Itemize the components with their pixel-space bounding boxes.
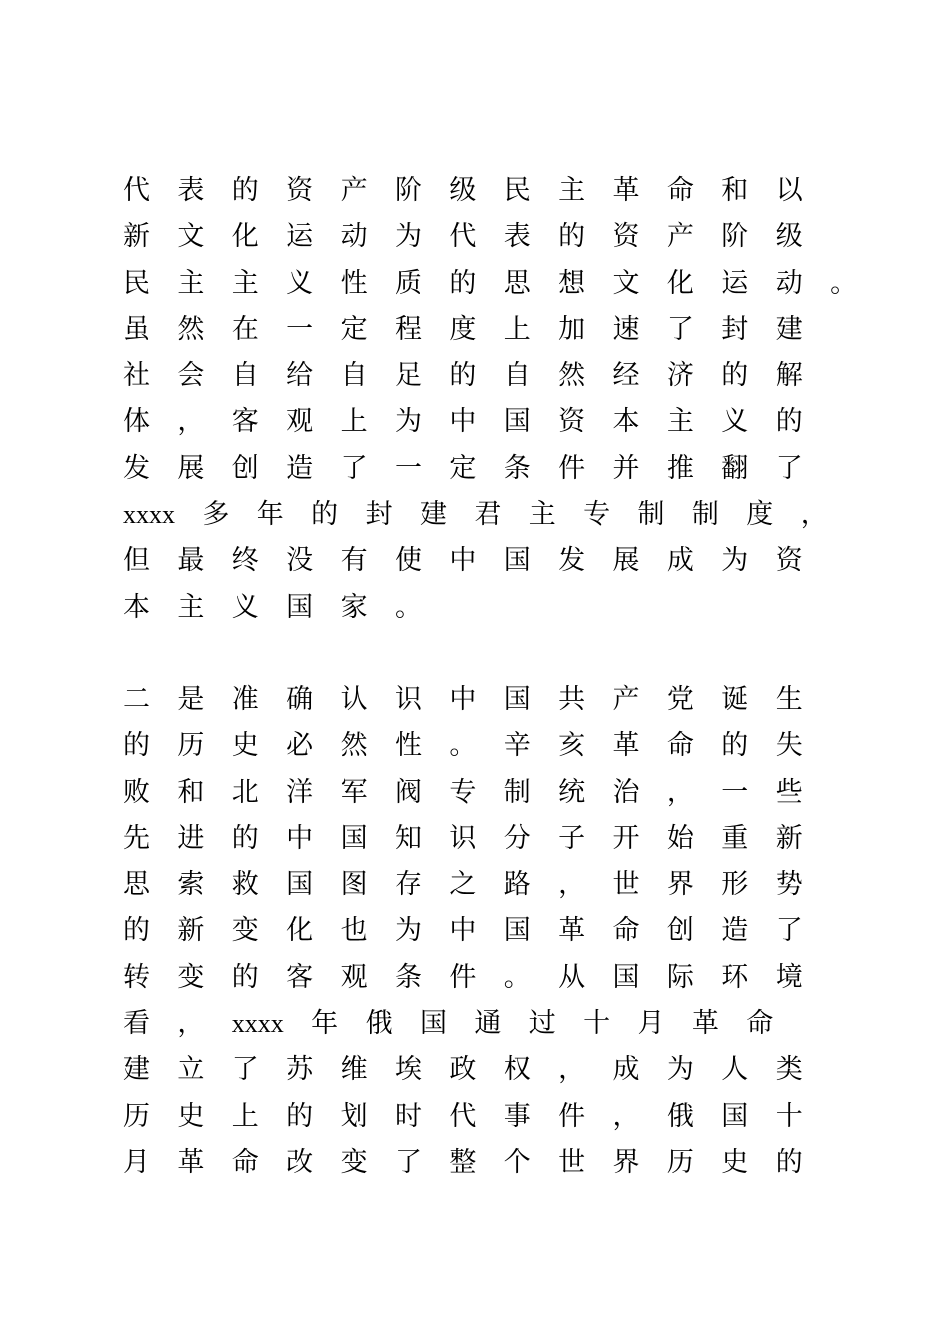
character: 史 — [721, 1146, 749, 1178]
character: 划 — [340, 1100, 368, 1132]
character: 新 — [775, 822, 803, 854]
character: 民 — [503, 175, 531, 206]
character: 没 — [286, 545, 314, 577]
character: 动 — [340, 221, 368, 253]
character: 命 — [612, 915, 640, 947]
character: 上 — [503, 313, 531, 345]
character: 件 — [449, 961, 477, 993]
character: 环 — [721, 961, 749, 993]
character: ， — [177, 406, 205, 438]
character: 思 — [123, 869, 150, 901]
character: 级 — [449, 175, 477, 206]
character: 。 — [830, 267, 858, 299]
character: 维 — [340, 1054, 368, 1086]
character: 时 — [394, 1100, 422, 1132]
character: 先 — [123, 822, 150, 854]
character: 中 — [449, 684, 477, 715]
text-line — [123, 538, 843, 584]
character: 国 — [503, 915, 531, 947]
character: 也 — [340, 915, 368, 947]
character: 产 — [612, 684, 640, 715]
character: 件 — [558, 452, 586, 484]
paragraph-1 — [123, 168, 858, 631]
character: 世 — [612, 869, 640, 901]
character: 为 — [394, 915, 422, 947]
character: 和 — [177, 776, 205, 808]
character: 新 — [177, 915, 205, 947]
latin-token: xxxx — [123, 500, 175, 530]
character: 年 — [311, 1008, 339, 1040]
character: 共 — [558, 684, 586, 715]
character: 足 — [394, 360, 422, 392]
character: 为 — [721, 545, 749, 577]
character: 国 — [503, 545, 531, 577]
character: 义 — [231, 591, 259, 623]
character: 统 — [558, 776, 586, 808]
character: 史 — [177, 1100, 205, 1132]
character: 性 — [340, 267, 368, 299]
character: 代 — [449, 221, 477, 253]
character: 的 — [558, 221, 586, 253]
character: 个 — [503, 1146, 531, 1178]
character: 国 — [340, 822, 368, 854]
character: 主 — [177, 591, 205, 623]
character: 动 — [775, 267, 803, 299]
character: 造 — [286, 452, 314, 484]
character: 上 — [340, 406, 368, 438]
character: 新 — [123, 221, 150, 253]
character: 专 — [583, 499, 611, 531]
character: 类 — [775, 1054, 803, 1086]
character: 史 — [231, 730, 259, 762]
text-line — [123, 677, 843, 723]
character: 主 — [666, 406, 694, 438]
character: 整 — [449, 1146, 477, 1178]
character: 多 — [202, 499, 230, 531]
character: 形 — [721, 869, 749, 901]
character: 一 — [394, 452, 422, 484]
text-line — [123, 353, 843, 399]
character: 体 — [123, 406, 150, 438]
character: 中 — [449, 406, 477, 438]
character: 进 — [177, 822, 205, 854]
character: 资 — [558, 406, 586, 438]
character: 程 — [394, 313, 422, 345]
character: 势 — [775, 869, 803, 901]
character: 建 — [123, 1054, 150, 1086]
character: 了 — [666, 313, 694, 345]
character: 知 — [394, 822, 422, 854]
character: 制 — [637, 499, 665, 531]
character: 封 — [721, 313, 749, 345]
character: 埃 — [394, 1054, 422, 1086]
character: 政 — [449, 1054, 477, 1086]
character: 国 — [721, 1100, 749, 1132]
character: 终 — [231, 545, 259, 577]
character: 经 — [612, 360, 640, 392]
character: 然 — [558, 360, 586, 392]
character: 始 — [666, 822, 694, 854]
character: 义 — [721, 406, 749, 438]
character: 索 — [177, 869, 205, 901]
character: 立 — [177, 1054, 205, 1086]
character: 识 — [394, 684, 422, 715]
character: 看 — [123, 1008, 150, 1040]
character: 虽 — [123, 313, 150, 345]
character: 推 — [666, 452, 694, 484]
character: 有 — [340, 545, 368, 577]
character: 的 — [775, 406, 803, 438]
character: 界 — [666, 869, 694, 901]
character: 的 — [775, 1146, 803, 1178]
text-line — [123, 1094, 843, 1140]
character: 最 — [177, 545, 205, 577]
character: 为 — [394, 406, 422, 438]
character: 的 — [449, 267, 477, 299]
character: 事 — [503, 1100, 531, 1132]
character: 文 — [612, 267, 640, 299]
character: 义 — [286, 267, 314, 299]
character: 使 — [394, 545, 422, 577]
character: 通 — [474, 1008, 502, 1040]
character: 国 — [612, 961, 640, 993]
character: ， — [558, 1054, 586, 1086]
character: 失 — [775, 730, 803, 762]
text-line — [123, 492, 843, 538]
character: 诞 — [721, 684, 749, 715]
text-line — [123, 261, 858, 307]
character: 件 — [558, 1100, 586, 1132]
character: 月 — [123, 1146, 150, 1178]
character: 阶 — [394, 175, 422, 206]
character: 图 — [340, 869, 368, 901]
character: 解 — [775, 360, 803, 392]
character: 在 — [231, 313, 259, 345]
character: 子 — [558, 822, 586, 854]
character: 军 — [340, 776, 368, 808]
latin-token: xxxx — [231, 1009, 284, 1039]
character: 为 — [394, 221, 422, 253]
character: 俄 — [666, 1100, 694, 1132]
character: 。 — [503, 961, 531, 993]
character: 必 — [286, 730, 314, 762]
character: 速 — [612, 313, 640, 345]
character: 本 — [612, 406, 640, 438]
character: 的 — [123, 915, 150, 947]
character: 。 — [394, 591, 422, 623]
character: 质 — [394, 267, 422, 299]
character: 国 — [286, 591, 314, 623]
character: 的 — [231, 822, 259, 854]
character: 国 — [419, 1008, 447, 1040]
character: 家 — [340, 591, 368, 623]
character: 世 — [558, 1146, 586, 1178]
character: 分 — [503, 822, 531, 854]
character: 些 — [775, 776, 803, 808]
character: 辛 — [503, 730, 531, 762]
character: 观 — [286, 406, 314, 438]
character: 二 — [123, 684, 150, 715]
character: 准 — [231, 684, 259, 715]
text-line — [123, 723, 843, 769]
character: 十 — [583, 1008, 611, 1040]
character: 发 — [558, 545, 586, 577]
character: 展 — [612, 545, 640, 577]
character: 过 — [528, 1008, 556, 1040]
character: 资 — [775, 545, 803, 577]
character: 年 — [256, 499, 284, 531]
character: 定 — [449, 452, 477, 484]
character: 的 — [721, 730, 749, 762]
text-line — [123, 399, 843, 445]
character: 资 — [612, 221, 640, 253]
character: 苏 — [286, 1054, 314, 1086]
character: 给 — [286, 360, 314, 392]
character: 自 — [503, 360, 531, 392]
character: 从 — [558, 961, 586, 993]
character: 改 — [286, 1146, 314, 1178]
character: 本 — [123, 591, 150, 623]
character: 成 — [612, 1054, 640, 1086]
character: 然 — [340, 730, 368, 762]
character: 历 — [666, 1146, 694, 1178]
character: 之 — [449, 869, 477, 901]
character: 制 — [691, 499, 719, 531]
character: 建 — [419, 499, 447, 531]
character: 阶 — [721, 221, 749, 253]
character: 化 — [666, 267, 694, 299]
character: 了 — [775, 452, 803, 484]
character: 化 — [231, 221, 259, 253]
character: 民 — [123, 267, 150, 299]
character: 化 — [286, 915, 314, 947]
character: 代 — [449, 1100, 477, 1132]
character: 革 — [612, 175, 640, 206]
text-line — [123, 770, 843, 816]
character: 性 — [394, 730, 422, 762]
character: 国 — [503, 406, 531, 438]
character: 国 — [503, 684, 531, 715]
character: 自 — [340, 360, 368, 392]
character: 君 — [474, 499, 502, 531]
text-line — [123, 585, 843, 631]
character: ， — [177, 1008, 205, 1040]
character: 表 — [177, 175, 205, 206]
character: 开 — [612, 822, 640, 854]
character: 并 — [612, 452, 640, 484]
paragraph-2 — [123, 677, 843, 1186]
character: 文 — [177, 221, 205, 253]
character: 客 — [286, 961, 314, 993]
character: 路 — [503, 869, 531, 901]
character: 的 — [311, 499, 339, 531]
character: 界 — [612, 1146, 640, 1178]
text-line — [123, 168, 843, 214]
character: 想 — [558, 267, 586, 299]
character: 中 — [286, 822, 314, 854]
character: 条 — [394, 961, 422, 993]
text-line — [123, 816, 843, 862]
character: 境 — [775, 961, 803, 993]
character: 革 — [177, 1146, 205, 1178]
character: 月 — [637, 1008, 665, 1040]
text-line — [123, 446, 843, 492]
character: 主 — [528, 499, 556, 531]
character: 表 — [503, 221, 531, 253]
character: 国 — [286, 869, 314, 901]
character: 了 — [775, 915, 803, 947]
character: 变 — [340, 1146, 368, 1178]
character: 社 — [123, 360, 150, 392]
character: 历 — [123, 1100, 150, 1132]
character: 自 — [231, 360, 259, 392]
character: 的 — [231, 175, 259, 206]
character: 为 — [666, 1054, 694, 1086]
character: 革 — [612, 730, 640, 762]
character: 的 — [231, 961, 259, 993]
character: 定 — [340, 313, 368, 345]
character: 亥 — [558, 730, 586, 762]
character: 一 — [721, 776, 749, 808]
character: ， — [666, 776, 694, 808]
character: 识 — [449, 822, 477, 854]
text-line — [123, 1047, 843, 1093]
character: 的 — [721, 360, 749, 392]
character: 和 — [721, 175, 749, 206]
character: 治 — [612, 776, 640, 808]
character: 上 — [231, 1100, 259, 1132]
character: 主 — [231, 267, 259, 299]
character: 产 — [340, 175, 368, 206]
character: 。 — [449, 730, 477, 762]
text-line — [123, 1140, 843, 1186]
character: 造 — [721, 915, 749, 947]
character: 人 — [721, 1054, 749, 1086]
character: 是 — [177, 684, 205, 715]
character: 了 — [394, 1146, 422, 1178]
character: 的 — [449, 360, 477, 392]
character: 观 — [340, 961, 368, 993]
character: ， — [612, 1100, 640, 1132]
character: 十 — [775, 1100, 803, 1132]
character: 认 — [340, 684, 368, 715]
character: 客 — [231, 406, 259, 438]
character: 确 — [286, 684, 314, 715]
character: 北 — [231, 776, 259, 808]
text-line — [123, 908, 843, 954]
character: 了 — [231, 1054, 259, 1086]
character: 发 — [123, 452, 150, 484]
character: 救 — [231, 869, 259, 901]
text-line — [123, 214, 843, 260]
character: 条 — [503, 452, 531, 484]
character: 但 — [123, 545, 150, 577]
character: 资 — [286, 175, 314, 206]
character: 生 — [775, 684, 803, 715]
character: 阀 — [394, 776, 422, 808]
character: 败 — [123, 776, 150, 808]
character: 建 — [775, 313, 803, 345]
character: 主 — [558, 175, 586, 206]
character: 度 — [746, 499, 774, 531]
character: 专 — [449, 776, 477, 808]
character: 代 — [123, 175, 150, 206]
character: 主 — [177, 267, 205, 299]
character: 度 — [449, 313, 477, 345]
character: 革 — [558, 915, 586, 947]
character: 命 — [231, 1146, 259, 1178]
character: 俄 — [365, 1008, 393, 1040]
character: 党 — [666, 684, 694, 715]
character: 加 — [558, 313, 586, 345]
character: 变 — [177, 961, 205, 993]
character: 重 — [721, 822, 749, 854]
character: 创 — [231, 452, 259, 484]
character: 中 — [449, 915, 477, 947]
character: 命 — [746, 1008, 774, 1040]
character: 际 — [666, 961, 694, 993]
text-line — [123, 862, 843, 908]
text-line — [123, 307, 843, 353]
character: 历 — [177, 730, 205, 762]
character: 翻 — [721, 452, 749, 484]
text-line — [123, 955, 843, 1001]
character: ， — [558, 869, 586, 901]
character: 会 — [177, 360, 205, 392]
character: 转 — [123, 961, 150, 993]
character: 运 — [721, 267, 749, 299]
character: 存 — [394, 869, 422, 901]
character: 封 — [365, 499, 393, 531]
character: 中 — [449, 545, 477, 577]
character: 革 — [691, 1008, 719, 1040]
character: 产 — [666, 221, 694, 253]
character: ， — [800, 499, 828, 531]
character: 级 — [775, 221, 803, 253]
character: 创 — [666, 915, 694, 947]
character: 命 — [666, 730, 694, 762]
character: 展 — [177, 452, 205, 484]
character: 济 — [666, 360, 694, 392]
character: 以 — [775, 175, 803, 206]
character: 变 — [231, 915, 259, 947]
character: 然 — [177, 313, 205, 345]
character: 权 — [503, 1054, 531, 1086]
character: 运 — [286, 221, 314, 253]
character: 制 — [503, 776, 531, 808]
character: 成 — [666, 545, 694, 577]
character: 的 — [123, 730, 150, 762]
character: 了 — [340, 452, 368, 484]
character: 洋 — [286, 776, 314, 808]
character: 命 — [666, 175, 694, 206]
character: 思 — [503, 267, 531, 299]
character: 一 — [286, 313, 314, 345]
text-line — [123, 1001, 843, 1047]
character: 的 — [286, 1100, 314, 1132]
